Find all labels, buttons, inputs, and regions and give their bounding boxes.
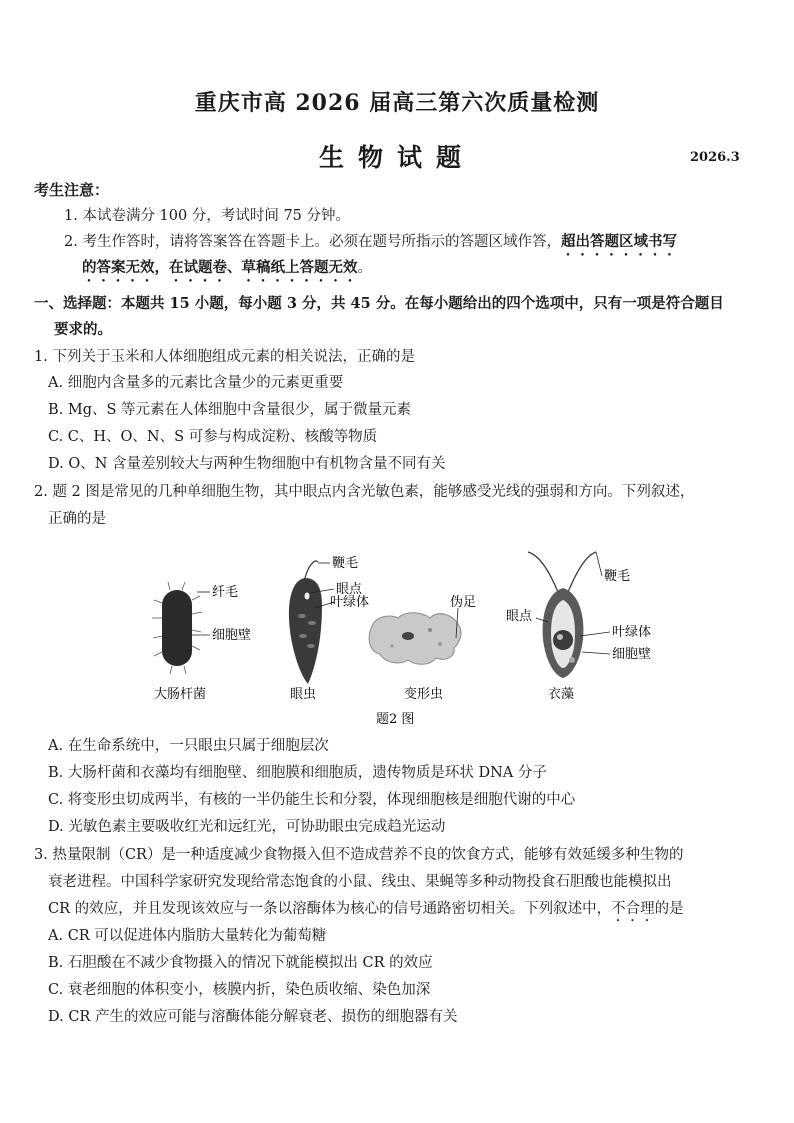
label-cell-wall-right: 细胞壁 (612, 647, 652, 662)
q3-stem: 3. 热量限制（CR）是一种适度减少食物摄入但不造成营养不良的饮食方式，能够有效延缓多种生物的 (34, 847, 684, 863)
q1-option-c: C. C、H、O、N、S 可参与构成淀粉、核酸等物质 (48, 429, 378, 445)
section-heading-cont: 要求的。 (54, 321, 112, 338)
label-chlamydomonas: 衣藻 (548, 687, 575, 702)
notice-item-1: 1. 本试卷满分 100 分，考试时间 75 分钟。 (64, 208, 351, 224)
label-chloroplast-mid: 叶绿体 (330, 595, 370, 610)
q1-stem: 1. 下列关于玉米和人体细胞组成元素的相关说法，正确的是 (34, 349, 415, 365)
section-heading: 一、选择题：本题共 15 小题，每小题 3 分，共 45 分。在每小题给出的四个选项中，只有一项是符合题目 (34, 295, 724, 312)
q3-stem-cont-2 (48, 899, 684, 925)
cell-figure (140, 548, 700, 730)
q2-stem: 2. 题 2 图是常见的几种单细胞生物，其中眼点内含光敏色素，能够感受光线的强弱和方向。下列叙述， (34, 484, 695, 500)
q3-option-b: B. 石胆酸在不减少食物摄入的情况下就能模拟出 CR 的效应 (48, 955, 433, 971)
label-ecoli: 大肠杆菌 (154, 687, 207, 702)
notice-item-2-text: 2. 考生作答时，请将答案答在答题卡上。必须在题号所指示的答题区域作答， (64, 234, 561, 250)
q3-option-c: C. 衰老细胞的体积变小，核膜内折，染色质收缩、染色加深 (48, 982, 431, 998)
label-chloroplast-right: 叶绿体 (612, 625, 652, 640)
q3-stem-end: 的是 (654, 901, 684, 917)
label-eyespot-mid: 眼点 (336, 582, 363, 597)
euglena-illustration (289, 561, 334, 684)
notice-item-2 (64, 232, 677, 259)
label-eyespot-right: 眼点 (506, 609, 533, 624)
q3-stem-cont-1: 衰老进程。中国科学家研究发现给常态饱食的小鼠、线虫、果蝇等多种动物投食石胆酸也能模拟出 (48, 874, 672, 890)
figure-caption: 题2 图 (376, 712, 415, 727)
q2-option-b: B. 大肠杆菌和衣藻均有细胞壁、细胞膜和细胞质，遗传物质是环状 DNA 分子 (48, 765, 547, 781)
exam-date: 2026.3 (690, 150, 740, 165)
notice-item-2-end: 。 (357, 260, 372, 276)
label-pili: 纤毛 (212, 585, 239, 600)
amoeba-illustration (369, 608, 461, 664)
q3-stem-text: CR 的效应，并且发现该效应与一条以溶酶体为核心的信号通路密切相关。下列叙述中， (48, 901, 612, 917)
q2-option-a: A. 在生命系统中，一只眼虫只属于细胞层次 (48, 738, 329, 754)
label-flagellum-top: 鞭毛 (332, 556, 359, 571)
q1-option-d: D. O、N 含量差别较大与两种生物细胞中有机物含量不同有关 (48, 456, 446, 472)
exam-title: 重庆市高 2026 届高三第六次质量检测 (194, 90, 600, 116)
ecoli-illustration (152, 582, 210, 674)
notice-item-2-emphasis-2: 的答案无效，在试题卷、草稿纸上答题无效 (82, 259, 358, 276)
q1-option-b: B. Mg、S 等元素在人体细胞中含量很少，属于微量元素 (48, 402, 412, 418)
label-amoeba: 变形虫 (404, 687, 444, 702)
q1-option-a: A. 细胞内含量多的元素比含量少的元素更重要 (48, 375, 344, 391)
subject-title: 生物试题 (318, 143, 475, 172)
label-euglena: 眼虫 (290, 687, 317, 702)
notice-item-2-cont (82, 258, 372, 285)
q2-option-c: C. 将变形虫切成两半，有核的一半仍能生长和分裂，体现细胞核是细胞代谢的中心 (48, 792, 576, 808)
q2-stem-cont: 正确的是 (48, 511, 106, 527)
notice-item-2-emphasis: 超出答题区域书写 (560, 233, 677, 250)
notice-title: 考生注意： (34, 181, 110, 199)
q2-option-d: D. 光敏色素主要吸收红光和远红光，可协助眼虫完成趋光运动 (48, 819, 446, 835)
label-cell-wall-left: 细胞壁 (212, 628, 252, 643)
q3-option-a: A. CR 可以促进体内脂肪大量转化为葡萄糖 (48, 928, 327, 944)
q3-option-d: D. CR 产生的效应可能与溶酶体能分解衰老、损伤的细胞器有关 (48, 1009, 458, 1025)
q3-stem-emphasis: 不合理 (611, 901, 655, 917)
label-flagellum-right: 鞭毛 (604, 569, 631, 584)
label-pseudopod: 伪足 (450, 595, 477, 610)
chlamydomonas-illustration (528, 552, 610, 678)
